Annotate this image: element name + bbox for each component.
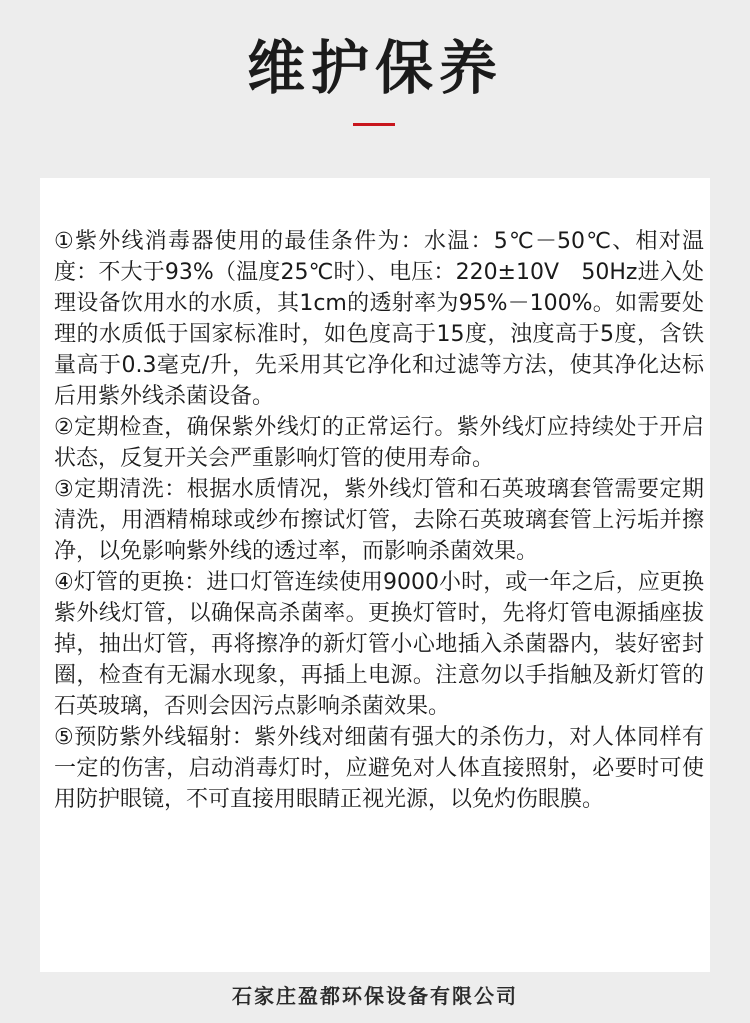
item-number: ② xyxy=(54,415,75,440)
maintenance-list xyxy=(54,226,704,815)
item-text: 定期清洗：根据水质情况，紫外线灯管和石英玻璃套管需要定期清洗，用酒精棉球或纱布擦试灯管，去除石英玻璃套管上污垢并擦净，以免影响紫外线的透过率，而影响杀菌效果。 xyxy=(54,477,704,564)
maintenance-item-5 xyxy=(54,722,704,815)
item-number: ⑤ xyxy=(54,725,75,750)
content-card xyxy=(40,178,710,972)
item-text: 紫外线消毒器使用的最佳条件为：水温：5℃－50℃、相对温度：不大于93%（温度25℃时）、电压：220±10V 50Hz进入处理设备饮用水的水质，其1cm的透射率为95%－100%。如需要处理的水质低于国家标准时，如色度高于15度，浊度高于5度，含铁量高于0.3毫克/升，先采用其它净化和过滤等方法，使其净化达标后用紫外线杀菌设备。 xyxy=(54,229,704,409)
item-number: ④ xyxy=(54,570,74,595)
page-title: 维护保养 xyxy=(246,34,503,102)
company-name: 石家庄盈都环保设备有限公司 xyxy=(232,984,518,1008)
item-number: ① xyxy=(54,229,75,254)
item-text: 预防紫外线辐射：紫外线对细菌有强大的杀伤力，对人体同样有一定的伤害，启动消毒灯时，应避免对人体直接照射，必要时可使用防护眼镜，不可直接用眼睛正视光源，以免灼伤眼膜。 xyxy=(54,725,704,812)
item-text: 定期检查，确保紫外线灯的正常运行。紫外线灯应持续处于开启状态，反复开关会严重影响灯管的使用寿命。 xyxy=(54,415,704,471)
item-number: ③ xyxy=(54,477,75,502)
maintenance-item-2 xyxy=(54,412,704,474)
title-underline xyxy=(353,123,395,126)
maintenance-item-1 xyxy=(54,226,704,412)
item-text: 灯管的更换：进口灯管连续使用9000小时，或一年之后，应更换紫外线灯管，以确保高杀菌率。更换灯管时，先将灯管电源插座拔掉，抽出灯管，再将擦净的新灯管小心地插入杀菌器内，装好密封圈，检查有无漏水现象，再插上电源。注意勿以手指触及新灯管的石英玻璃，否则会因污点影响杀菌效果。 xyxy=(54,570,704,719)
maintenance-item-4 xyxy=(54,567,704,722)
maintenance-item-3 xyxy=(54,474,704,567)
